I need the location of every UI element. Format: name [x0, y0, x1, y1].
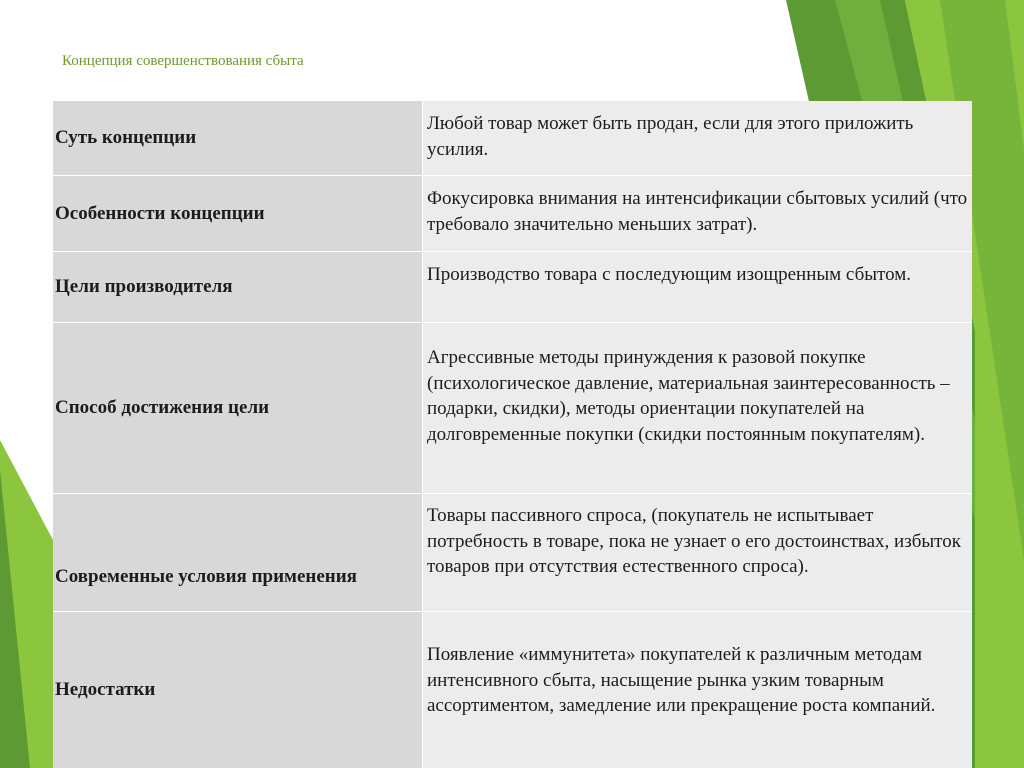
row-value: Агрессивные методы принуждения к разовой покупке (психологическое давление, материальная заинтересованность – подарки, скидки), методы ориентации покупателей на долговременные покупки (скидки постоянным покупателям). [423, 323, 972, 493]
row-label: Цели производителя [53, 252, 423, 322]
row-label: Суть концепции [53, 101, 423, 175]
row-value: Производство товара с последующим изощренным сбытом. [423, 252, 972, 322]
row-label: Особенности концепции [53, 176, 423, 251]
row-value: Товары пассивного спроса, (покупатель не испытывает потребность в товаре, пока не узнает о его достоинствах, избыток товаров при отсутствия естественного спроса). [423, 494, 972, 611]
table-row [53, 494, 972, 612]
table-row [53, 252, 972, 323]
table-row [53, 101, 972, 176]
slide-title: Концепция совершенствования сбыта [62, 53, 304, 69]
row-value: Фокусировка внимания на интенсификации сбытовых усилий (что требовало значительно меньших затрат). [423, 176, 972, 251]
row-value: Любой товар может быть продан, если для этого приложить усилия. [423, 101, 972, 175]
concept-table [53, 101, 972, 768]
table-row [53, 176, 972, 252]
row-label: Способ достижения цели [53, 323, 423, 493]
row-label: Современные условия применения [53, 494, 423, 611]
row-label: Недостатки [53, 612, 423, 768]
table-row [53, 612, 972, 768]
row-value: Появление «иммунитета» покупателей к различным методам интенсивного сбыта, насыщение рынка узким товарным ассортиментом, замедление или прекращение роста компаний. [423, 612, 972, 768]
table-row [53, 323, 972, 494]
